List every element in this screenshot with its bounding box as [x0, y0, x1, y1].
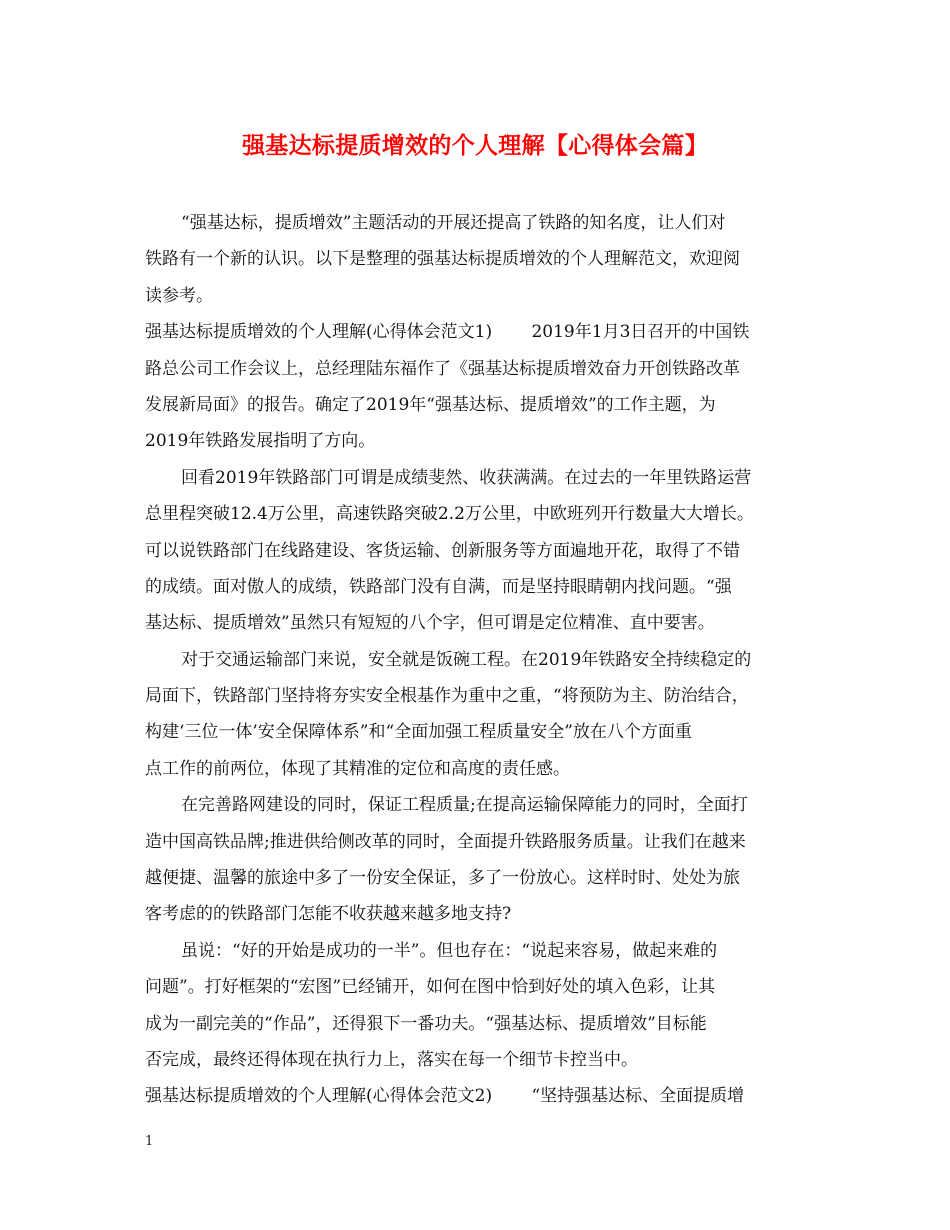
body-line: 在完善路网建设的同时，保证工程质量;在提高运输保障能力的同时，全面打 — [181, 795, 748, 816]
document-title: 强基达标提质增效的个人理解【心得体会篇】 — [242, 132, 708, 159]
body-line: 问题”。打好框架的“宏图”已经铺开，如何在图中恰到好处的填入色彩，让其 — [145, 977, 716, 998]
body-line: 虽说：“好的开始是成功的一半”。但也存在：“说起来容易，做起来难的 — [181, 940, 718, 961]
body-line: 造中国高铁品牌;推进供给侧改革的同时，全面提升铁路服务质量。让我们在越来 — [145, 831, 746, 852]
section-heading-line: 强基达标提质增效的个人理解(心得体会范文2) “坚持强基达标、全面提质增 — [145, 1086, 745, 1107]
body-line: 的成绩。面对傲人的成绩，铁路部门没有自满，而是坚持眼睛朝内找问题。“强 — [145, 576, 732, 597]
body-line: 否完成，最终还得体现在执行力上，落实在每一个细节卡控当中。 — [145, 1049, 638, 1070]
body-line: 基达标、提质增效”虽然只有短短的八个字，但可谓是定位精准、直中要害。 — [145, 613, 715, 634]
body-line: 可以说铁路部门在线路建设、客货运输、创新服务等方面遍地开花，取得了不错 — [145, 540, 740, 561]
page-number: 1 — [145, 1134, 154, 1149]
body-line: 回看2019年铁路部门可谓是成绩斐然、收获满满。在过去的一年里铁路运营 — [181, 467, 752, 488]
body-line: 读参考。 — [145, 285, 213, 306]
body-line: 总里程突破12.4万公里，高速铁路突破2.2万公里，中欧班列开行数量大大增长。 — [145, 504, 754, 525]
body-line: 越便捷、温馨的旅途中多了一份安全保证，多了一份放心。这样时时、处处为旅 — [145, 868, 740, 889]
body-line: 客考虑的的铁路部门怎能不收获越来越多地支持? — [145, 904, 512, 925]
body-line: 铁路有一个新的认识。以下是整理的强基达标提质增效的个人理解范文，欢迎阅 — [145, 249, 740, 270]
body-line: 成为一副完美的“作品”，还得狠下一番功夫。“强基达标、提质增效”目标能 — [145, 1013, 707, 1034]
body-line: 局面下，铁路部门坚持将夯实安全根基作为重中之重，“将预防为主、防治结合， — [145, 686, 749, 707]
body-line: 对于交通运输部门来说，安全就是饭碗工程。在2019年铁路安全持续稳定的 — [181, 649, 752, 670]
body-line: 发展新局面》的报告。确定了2019年“强基达标、提质增效”的工作主题，为 — [145, 394, 716, 415]
body-line: “强基达标，提质增效”主题活动的开展还提高了铁路的知名度，让人们对 — [181, 213, 726, 233]
body-line: 构建‘三位一体’安全保障体系”和“全面加强工程质量安全”放在八个方面重 — [145, 722, 692, 743]
body-line: 点工作的前两位，体现了其精准的定位和高度的责任感。 — [145, 758, 570, 779]
section-heading-line: 强基达标提质增效的个人理解(心得体会范文1) 2019年1月3日召开的中国铁 — [145, 322, 750, 343]
document-body — [145, 205, 813, 1115]
body-line: 路总公司工作会议上，总经理陆东福作了《强基达标提质增效奋力开创铁路改革 — [145, 358, 740, 379]
body-line: 2019年铁路发展指明了方向。 — [145, 431, 376, 452]
